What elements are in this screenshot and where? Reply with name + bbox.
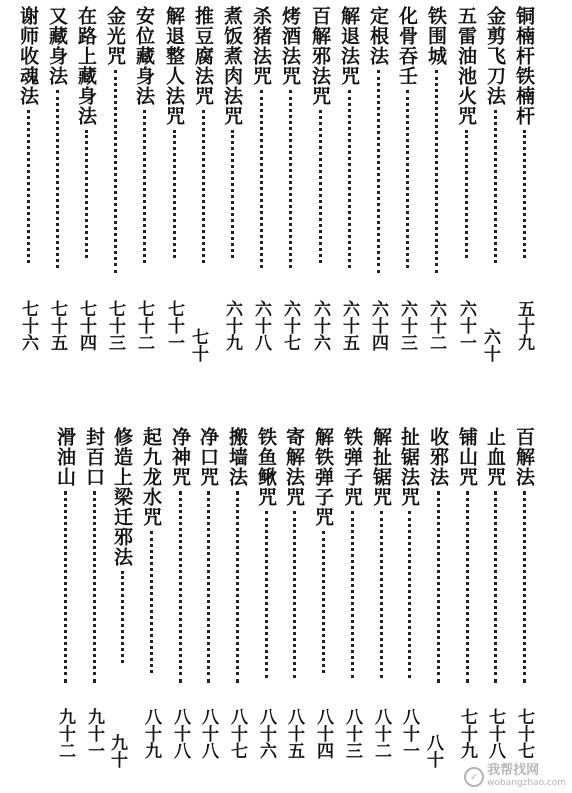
toc-entry <box>483 6 507 263</box>
toc-leader-dots <box>351 511 354 678</box>
toc-entry <box>132 6 156 263</box>
toc-entry <box>16 6 40 263</box>
toc-entry-title: 谢师收魂法 <box>17 6 39 106</box>
toc-entry <box>397 427 421 678</box>
toc-entry-title: 铺山咒 <box>456 427 478 487</box>
toc-entry-title: 金光咒 <box>104 6 126 66</box>
toc-leader-dots <box>179 491 182 683</box>
toc-entry-title: 封百口 <box>83 427 105 487</box>
toc-entry-page: 七十七 <box>514 708 534 759</box>
toc-leader-dots <box>377 70 380 273</box>
toc-leader-dots <box>408 511 411 678</box>
toc-entry <box>366 6 390 273</box>
toc-entry <box>278 6 302 268</box>
toc-entry <box>311 427 335 673</box>
toc-entry-page: 八十五 <box>284 708 304 759</box>
toc-entry-page: 八十八 <box>170 708 190 759</box>
toc-entry-page: 六十三 <box>397 300 417 351</box>
watermark <box>464 765 566 789</box>
toc-entry-page: 七十九 <box>457 708 477 759</box>
toc-entry <box>110 427 134 663</box>
toc-entry-page: 七十八 <box>485 708 505 759</box>
toc-entry <box>53 427 77 683</box>
toc-leader-dots <box>207 491 210 683</box>
toc-entry-title: 解退整人法咒 <box>163 6 185 126</box>
toc-leader-dots <box>150 531 153 673</box>
toc-leader-dots <box>322 531 325 673</box>
toc-leader-dots <box>64 491 67 683</box>
toc-entry-page: 八十四 <box>313 708 333 759</box>
toc-entry-page: 九十 <box>107 734 127 768</box>
toc-entry-page: 八十二 <box>371 708 391 759</box>
toc-leader-dots <box>437 491 440 683</box>
toc-entry-page: 六十二 <box>426 300 446 351</box>
toc-leader-dots <box>202 110 205 263</box>
toc-entry-page: 六十八 <box>251 300 271 351</box>
toc-entry <box>512 427 536 683</box>
toc-entry-page: 六十五 <box>339 300 359 351</box>
toc-entry <box>455 427 479 683</box>
toc-entry-page: 六十一 <box>456 300 476 351</box>
toc-entry-page: 七十一 <box>164 300 184 351</box>
toc-entry <box>162 6 186 258</box>
toc-leader-dots <box>466 491 469 683</box>
toc-entry-page: 八十三 <box>342 708 362 759</box>
toc-entry <box>426 427 450 683</box>
toc-leader-dots <box>85 130 88 258</box>
toc-entry-title: 寄解法咒 <box>283 427 305 507</box>
toc-leader-dots <box>173 130 176 258</box>
toc-leader-dots <box>56 90 59 268</box>
toc-entry-title: 解扯锯咒 <box>370 427 392 507</box>
toc-entry <box>103 6 127 273</box>
toc-entry-page: 九十二 <box>55 708 75 759</box>
toc-entry-title: 安位藏身法 <box>133 6 155 106</box>
toc-entry-title: 净神咒 <box>169 427 191 487</box>
toc-entry-page: 七十六 <box>18 300 38 351</box>
toc-entry <box>512 6 536 258</box>
toc-entry-page: 七十五 <box>47 300 67 351</box>
toc-entry-page: 八十 <box>423 734 443 768</box>
toc-entry-title: 铜楠杆铁楠杆 <box>513 6 535 126</box>
toc-entry-page: 八十一 <box>399 708 419 759</box>
watermark-logo-icon: ✓ <box>464 767 484 787</box>
toc-leader-dots <box>260 90 263 268</box>
toc-leader-dots <box>265 511 268 678</box>
toc-entry-page: 五十九 <box>514 300 534 351</box>
toc-entry-page: 六十六 <box>310 300 330 351</box>
toc-entry-page: 六十七 <box>280 300 300 351</box>
toc-leader-dots <box>380 511 383 678</box>
toc-leader-dots <box>523 130 526 258</box>
toc-entry-page: 七十四 <box>76 300 96 351</box>
toc-entry-page: 九十一 <box>84 708 104 759</box>
toc-leader-dots <box>289 90 292 268</box>
toc-leader-dots <box>236 491 239 683</box>
toc-entry <box>220 6 244 258</box>
toc-entry <box>395 6 419 268</box>
toc-entry <box>196 427 220 683</box>
toc-entry-title: 铁围城 <box>425 6 447 66</box>
toc-entry-title: 扯锯法咒 <box>398 427 420 507</box>
toc-entry-title: 起九龙水咒 <box>140 427 162 527</box>
watermark-url: wobangzhao.com <box>487 778 566 788</box>
toc-entry <box>45 6 69 268</box>
toc-entry-page: 七十三 <box>105 300 125 351</box>
toc-entry-page: 八十八 <box>198 708 218 759</box>
toc-entry <box>483 427 507 683</box>
toc-entry <box>139 427 163 673</box>
toc-leader-dots <box>523 491 526 683</box>
toc-entry-title: 推豆腐法咒 <box>192 6 214 106</box>
toc-leader-dots <box>293 511 296 678</box>
toc-entry-page: 七十二 <box>134 300 154 351</box>
toc-entry-page: 八十七 <box>227 708 247 759</box>
toc-entry-title: 百解法 <box>513 427 535 487</box>
toc-entry-title: 止血咒 <box>484 427 506 487</box>
toc-entry <box>254 427 278 678</box>
toc-leader-dots <box>93 491 96 683</box>
toc-entry <box>225 427 249 683</box>
toc-entry-title: 又藏身法 <box>46 6 68 86</box>
toc-leader-dots <box>406 90 409 268</box>
toc-entry-title: 定根法 <box>367 6 389 66</box>
toc-entry-title: 在路上藏身法 <box>75 6 97 126</box>
toc-leader-dots <box>143 110 146 263</box>
toc-entry-title: 净口咒 <box>197 427 219 487</box>
toc-entry-title: 铁鱼鳅咒 <box>255 427 277 507</box>
toc-entry-title: 杀猪法咒 <box>250 6 272 86</box>
toc-leader-dots <box>231 130 234 258</box>
toc-leader-dots <box>435 70 438 273</box>
toc-entry <box>369 427 393 678</box>
toc-entry-title: 滑油山 <box>54 427 76 487</box>
toc-entry-title: 烤酒法咒 <box>279 6 301 86</box>
toc-entry <box>337 6 361 268</box>
toc-entry-title: 煮饭煮肉法咒 <box>221 6 243 126</box>
toc-entry <box>82 427 106 683</box>
toc-entry-page: 七十 <box>188 328 208 362</box>
watermark-text: 我帮找网 <box>487 763 540 778</box>
toc-entry-page: 八十六 <box>256 708 276 759</box>
toc-entry <box>282 427 306 678</box>
toc-entry-title: 搬墙法 <box>226 427 248 487</box>
toc-entry <box>191 6 215 263</box>
toc-entry <box>74 6 98 258</box>
toc-entry-title: 解铁弹子咒 <box>312 427 334 527</box>
toc-leader-dots <box>121 571 124 663</box>
toc-entry <box>454 6 478 258</box>
toc-entry-title: 解退法咒 <box>338 6 360 86</box>
toc-leader-dots <box>494 110 497 263</box>
toc-entry-page: 六十四 <box>368 300 388 351</box>
toc-entry-page: 八十九 <box>141 708 161 759</box>
toc-entry-title: 金剪飞刀法 <box>484 6 506 106</box>
toc-entry <box>168 427 192 683</box>
toc-entry-title: 修造上梁迁邪法 <box>111 427 133 567</box>
toc-leader-dots <box>114 70 117 273</box>
toc-leader-dots <box>494 491 497 683</box>
toc-entry-title: 收邪法 <box>427 427 449 487</box>
toc-leader-dots <box>27 110 30 263</box>
toc-entry-title: 铁弹子咒 <box>341 427 363 507</box>
toc-entry-title: 化骨吞壬 <box>396 6 418 86</box>
toc-entry <box>249 6 273 268</box>
toc-entry <box>340 427 364 678</box>
toc-leader-dots <box>319 110 322 263</box>
toc-entry <box>424 6 448 273</box>
toc-entry-title: 五雷油池火咒 <box>455 6 477 126</box>
toc-leader-dots <box>465 130 468 258</box>
toc-leader-dots <box>348 90 351 268</box>
toc-entry-title: 百解邪法咒 <box>309 6 331 106</box>
toc-entry-page: 六十九 <box>222 300 242 351</box>
toc-entry <box>308 6 332 263</box>
toc-entry-page: 六十 <box>480 328 500 362</box>
